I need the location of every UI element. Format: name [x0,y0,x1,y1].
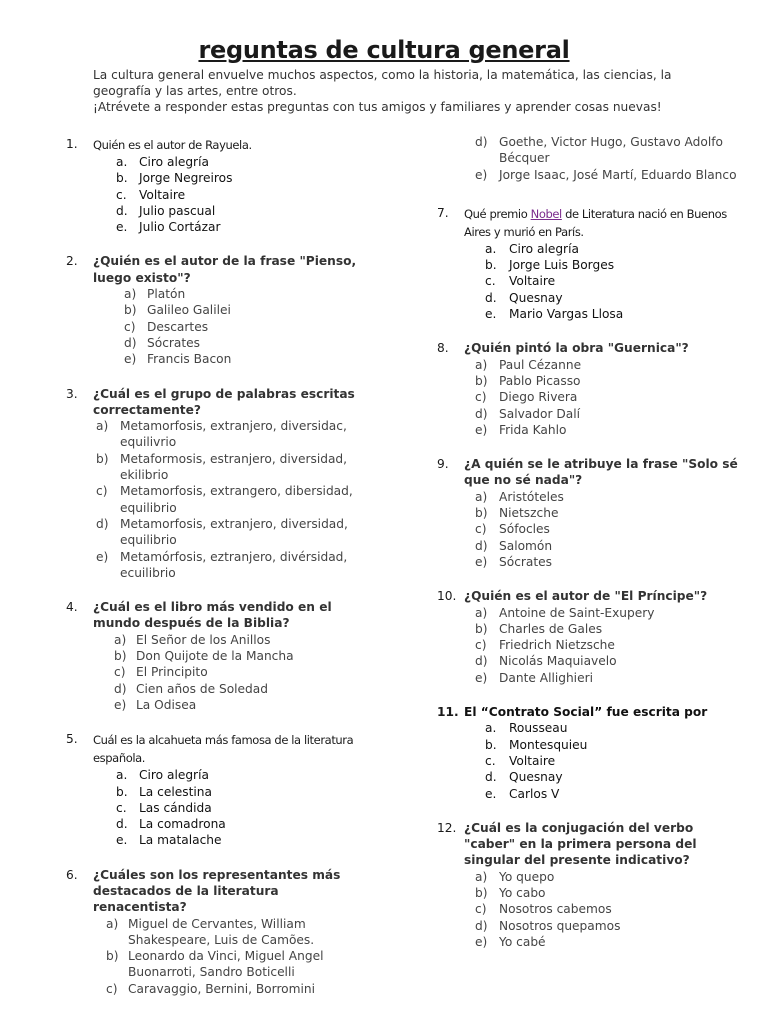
option [437,753,747,769]
option-letter: a. [116,155,128,169]
right-column [437,134,747,968]
option [66,832,366,848]
option-letter: e) [475,670,488,685]
option-text: Cien años de Soledad [136,681,268,696]
option-text: Metamorfosis, extranjero, diversidac, equilivrio [120,419,347,450]
option-letter: d) [475,406,488,421]
question-9 [437,456,747,570]
option-text: Jorge Luis Borges [509,258,615,273]
option-text: Rousseau [509,721,568,736]
option [66,483,366,516]
question-number: 10. [437,589,457,604]
option [437,670,747,686]
option-text: Nietszche [499,506,559,521]
option [74,632,366,648]
option-text: Las cándida [139,800,212,815]
option-letter: c) [475,522,487,537]
option-text: Salomón [499,538,553,553]
question-number: 7. [437,205,449,220]
option [66,219,366,235]
option-text: Ciro alegría [139,768,209,783]
question-number: 9. [437,457,449,472]
option-letter: d) [96,516,109,531]
option-letter: b) [96,451,109,466]
option [437,769,747,785]
option-text: Leonardo da Vinci, Miguel Angel Buonarroti, Sandro Boticelli [128,949,324,980]
option [437,406,747,422]
option-text: Salvador Dalí [499,406,580,421]
option [74,648,366,664]
option [437,505,747,521]
question-text: ¿Cuál es el libro más vendido en el mundo después de la Biblia? [93,600,332,631]
question-text-part: de Literatura nació en Buenos Aires y murió en París. [464,206,727,239]
question-10 [437,588,747,686]
intro-paragraph [93,67,733,115]
option-letter: a. [116,768,128,783]
option [66,187,366,203]
option-letter: b) [475,373,488,388]
question-number: 1. [66,137,78,151]
question-7 [437,205,747,322]
option-letter: d. [485,770,497,785]
option [66,418,366,451]
option-text: Don Quijote de la Mancha [136,649,294,664]
question-1 [66,136,366,235]
nobel-link[interactable]: Nobel [530,206,562,221]
option-text: Antoine de Saint-Exupery [499,605,655,620]
option-letter: b) [124,303,137,318]
option-letter: e) [475,554,488,569]
option-text: Metamórfosis, eztranjero, divérsidad, ecuilibrio [120,549,348,580]
option-letter: c) [124,319,136,334]
option-text: Mario Vargas Llosa [509,307,624,322]
question-text: ¿A quién se le atribuye la frase "Solo sé que no sé nada"? [464,457,738,488]
option-text: Montesquieu [509,737,588,752]
option [74,681,366,697]
option-text: Voltaire [139,187,186,202]
option [66,784,366,800]
option [437,373,747,389]
option-text: Yo cabo [499,885,546,900]
option-letter: a) [475,605,488,620]
option-text: El Principito [136,665,208,680]
option [437,621,747,637]
option-letter: e. [485,307,497,322]
question-number: 11. [437,705,459,720]
option-text: Metamorfosis, extrangero, dibersidad, equilibrio [120,484,353,515]
option [66,170,366,186]
option [437,538,747,554]
option [66,319,366,335]
option-letter: a) [106,916,119,931]
question-5 [66,731,366,848]
option [437,605,747,621]
option-letter: e) [475,934,488,949]
options-list [66,286,366,367]
option-letter: b) [114,649,127,664]
options-list [66,767,366,848]
option [437,357,747,373]
option-letter: b. [485,737,497,752]
options-list [437,720,747,801]
option [66,154,366,170]
option-text: Jorge Negreiros [139,171,233,186]
option-letter: d) [475,538,488,553]
option-text: Voltaire [509,753,556,768]
option [66,549,366,582]
option [66,816,366,832]
option [66,981,366,997]
question-number: 12. [437,820,457,835]
option [437,273,747,289]
option [437,901,747,917]
question-number: 4. [66,600,78,615]
option [437,389,747,405]
option-letter: e. [116,833,128,848]
option-text: Pablo Picasso [499,373,581,388]
option [437,167,747,183]
option-text: Quesnay [509,290,563,305]
question-text: ¿Cuál es la conjugación del verbo "caber" en la primera persona del singular del presente indicativo? [464,820,697,868]
option-letter: e) [124,352,137,367]
option-letter: c) [114,665,126,680]
question-text: El “Contrato Social” fue escrita por [464,705,708,720]
intro-line-1: La cultura general envuelve muchos aspectos, como la historia, la matemática, las ciencias, la geografía y las artes, entre otros. [93,68,672,98]
option-letter: d. [116,817,128,832]
option [437,422,747,438]
option [437,869,747,885]
option-letter: e) [475,422,488,437]
option-text: Ciro alegría [139,155,209,169]
question-text: ¿Quién pintó la obra "Guernica"? [464,341,689,356]
option-letter: d) [475,918,488,933]
option [437,653,747,669]
option-text: La celestina [139,784,212,799]
question-text: Quién es el autor de Rayuela. [93,138,252,152]
option [66,302,366,318]
options-list [66,418,366,581]
option-letter: c. [485,274,496,289]
option-text: Diego Rivera [499,390,578,405]
option-text: Metaformosis, estranjero, diversidad, ekilibrio [120,451,348,483]
option-letter: c) [475,390,487,405]
question-text-part: Qué premio [464,206,531,221]
option [437,786,747,802]
option-text: Francis Bacon [147,352,232,367]
option [66,800,366,816]
question-6-continued-options [437,134,747,183]
intro-line-2: ¡Atrévete a responder estas preguntas con tus amigos y familiares y aprender cosas nuevas! [93,100,662,114]
option-letter: d. [485,290,497,305]
option [74,697,366,713]
option-text: Nicolás Maquiavelo [499,654,617,669]
option-text: Yo quepo [499,869,555,884]
option-letter: a) [475,489,488,504]
option-text: Caravaggio, Bernini, Borromini [128,981,316,996]
question-number: 6. [66,867,78,882]
question-number: 5. [66,732,78,747]
options-list [66,154,366,235]
option [66,948,366,981]
question-text: Cuál es la alcahueta más famosa de la literatura española. [93,733,354,766]
option-text: Julio pascual [139,203,216,218]
option [66,351,366,367]
option-letter: b) [475,885,488,900]
option [437,918,747,934]
option-text: Ciro alegría [509,241,579,256]
question-8 [437,340,747,438]
options-list [437,489,747,570]
option [437,257,747,273]
option [66,767,366,783]
option [437,489,747,505]
option-text: Charles de Gales [499,621,603,636]
option-text: Nosotros cabemos [499,902,612,917]
option [437,554,747,570]
option [437,241,747,257]
option-letter: e) [96,549,109,564]
option [437,737,747,753]
option-letter: c) [475,638,487,653]
options-list [74,632,366,713]
question-text: ¿Cuál es el grupo de palabras escritas correctamente? [93,386,355,417]
question-11 [437,704,747,802]
option-text: Sófocles [499,522,550,537]
option [437,637,747,653]
option-letter: a. [485,241,497,256]
question-text [464,205,747,241]
option-letter: d) [114,681,127,696]
option-text: Galileo Galilei [147,303,231,318]
option-letter: d) [475,135,488,149]
option-text: Descartes [147,319,209,334]
options-list [66,916,366,997]
option [66,451,366,484]
option-letter: d) [124,335,137,350]
option [437,306,747,322]
option-text: Miguel de Cervantes, William Shakespeare, Luis de Camões. [128,916,315,947]
question-2 [66,253,366,367]
option-letter: c) [96,484,108,499]
option-letter: a) [114,632,127,647]
option-letter: b. [485,258,497,273]
option-letter: b) [106,949,119,964]
option-letter: a) [475,357,488,372]
option-text: La Odisea [136,697,197,712]
option [437,134,747,167]
option [74,664,366,680]
option [66,916,366,949]
question-number: 3. [66,386,78,401]
option-letter: b) [475,506,488,521]
option-letter: c. [116,187,127,202]
option-text: Carlos V [509,786,560,801]
option-text: Frida Kahlo [499,422,567,437]
option [66,203,366,219]
option-letter: e) [114,697,127,712]
option-text: Voltaire [509,274,556,289]
option-text: Dante Allighieri [499,670,593,685]
option-text: Platón [147,287,186,302]
option-letter: a. [485,721,497,736]
option-text: La matalache [139,833,222,848]
question-number: 2. [66,254,78,269]
option-letter: b) [475,621,488,636]
option-letter: c. [116,800,127,815]
option-text: Yo cabé [499,934,546,949]
option-letter: d) [475,654,488,669]
option [437,720,747,736]
options-list [437,241,747,322]
page-title: reguntas de cultura general [198,36,570,64]
option-text: La comadrona [139,817,226,832]
option [66,516,366,549]
left-column [66,136,366,1015]
option-text: Paul Cézanne [499,357,582,372]
option [437,521,747,537]
option-text: Quesnay [509,770,563,785]
option [66,335,366,351]
option-letter: c) [475,902,487,917]
option [66,286,366,302]
option-text: Julio Cortázar [139,220,221,235]
option-text: Aristóteles [499,489,564,504]
option-text: Metamorfosis, extranjero, diversidad, equilibrio [120,516,348,548]
option [437,885,747,901]
option [437,934,747,950]
option-letter: b. [116,784,128,799]
question-text: ¿Cuáles son los representantes más destacados de la literatura renacentista? [93,867,341,915]
option-letter: a) [96,419,109,434]
option-text: Nosotros quepamos [499,918,621,933]
option-text: Sócrates [499,554,552,569]
options-list [437,357,747,438]
options-list [437,869,747,950]
question-4 [66,599,366,713]
option-letter: a) [475,869,488,884]
question-6 [66,867,366,997]
option-letter: a) [124,287,137,302]
option-text: Sócrates [147,335,200,350]
option-text: El Señor de los Anillos [136,632,271,647]
option-text: Friedrich Nietzsche [499,638,615,653]
option-text: Goethe, Victor Hugo, Gustavo Adolfo Bécquer [499,135,724,166]
option-letter: c) [106,981,118,996]
option-letter: e. [485,786,497,801]
option [437,290,747,306]
option-letter: e) [475,167,488,182]
option-letter: e. [116,220,128,235]
option-text: Jorge Isaac, José Martí, Eduardo Blanco [499,167,737,182]
question-3 [66,386,366,582]
question-text: ¿Quién es el autor de la frase "Pienso, luego existo"? [93,254,357,285]
option-letter: c. [485,753,496,768]
question-number: 8. [437,341,449,356]
question-text: ¿Quién es el autor de "El Príncipe"? [464,589,708,604]
option-letter: b. [116,171,128,186]
options-list [437,605,747,686]
question-12 [437,820,747,950]
option-letter: d. [116,203,128,218]
